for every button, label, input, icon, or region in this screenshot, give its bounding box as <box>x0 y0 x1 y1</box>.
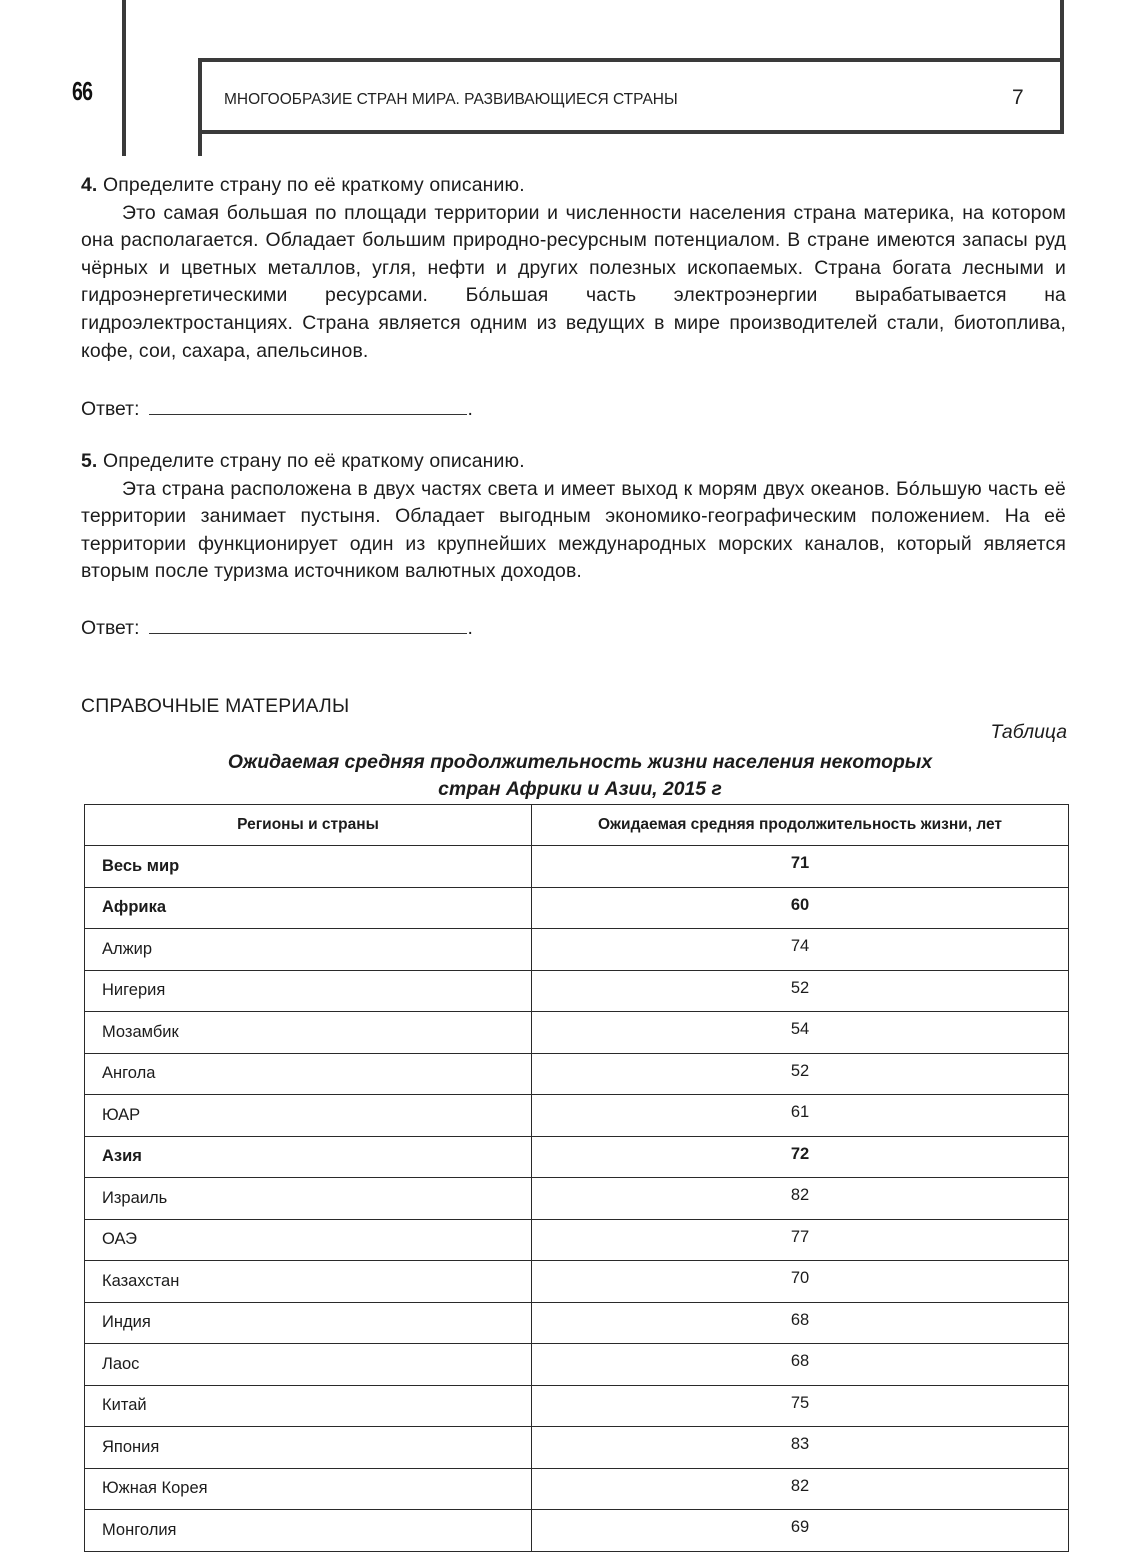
life-expectancy-value: 52 <box>532 1053 1069 1095</box>
answer-label: Ответ: <box>81 398 140 420</box>
task-4 <box>81 172 1066 365</box>
table-row <box>85 1136 1069 1178</box>
region-name: ЮАР <box>85 1095 532 1137</box>
region-name: Алжир <box>85 929 532 971</box>
table-row <box>85 929 1069 971</box>
life-expectancy-value: 72 <box>532 1136 1069 1178</box>
region-name: Ангола <box>85 1053 532 1095</box>
header-frame-left <box>198 58 202 156</box>
chapter-number: 7 <box>1012 86 1024 109</box>
life-expectancy-table <box>84 804 1069 1552</box>
life-expectancy-value: 82 <box>532 1468 1069 1510</box>
page-number: 66 <box>72 76 93 106</box>
table-row <box>85 1344 1069 1386</box>
region-name: Китай <box>85 1385 532 1427</box>
table-row <box>85 1178 1069 1220</box>
life-expectancy-value: 75 <box>532 1385 1069 1427</box>
life-expectancy-value: 68 <box>532 1344 1069 1386</box>
table-row <box>85 1427 1069 1469</box>
table-row <box>85 1053 1069 1095</box>
life-expectancy-value: 82 <box>532 1178 1069 1220</box>
table-label: Таблица <box>990 721 1067 743</box>
task-5 <box>81 448 1066 586</box>
life-expectancy-value: 77 <box>532 1219 1069 1261</box>
region-name: Лаос <box>85 1344 532 1386</box>
table-row <box>85 1219 1069 1261</box>
region-name: Южная Корея <box>85 1468 532 1510</box>
left-margin-rule <box>122 0 126 156</box>
table-header-row <box>85 805 1069 846</box>
table-row <box>85 970 1069 1012</box>
life-expectancy-value: 52 <box>532 970 1069 1012</box>
table-row <box>85 1261 1069 1303</box>
table-row <box>85 1012 1069 1054</box>
life-expectancy-value: 60 <box>532 887 1069 929</box>
life-expectancy-value: 70 <box>532 1261 1069 1303</box>
table-caption <box>100 749 1060 803</box>
life-expectancy-value: 69 <box>532 1510 1069 1552</box>
table-row <box>85 1302 1069 1344</box>
task-number: 4. <box>81 174 98 196</box>
table-row <box>85 887 1069 929</box>
life-expectancy-value: 71 <box>532 846 1069 888</box>
right-margin-rule <box>1060 0 1064 132</box>
life-expectancy-value: 83 <box>532 1427 1069 1469</box>
task-question <box>81 448 1066 476</box>
region-name: Япония <box>85 1427 532 1469</box>
region-name: Израиль <box>85 1178 532 1220</box>
region-name: Азия <box>85 1136 532 1178</box>
answer-label: Ответ: <box>81 617 140 639</box>
life-expectancy-value: 54 <box>532 1012 1069 1054</box>
task-description: Эта страна расположена в двух частях света и имеет выход к морям двух океанов. Бóльшую часть её территории занимает пустыня. Обладает выгодным экономико-географическим положением. На её территории функционирует один из крупнейших международных морских каналов, который является вторым после туризма источником валютных доходов. <box>81 477 1066 583</box>
table-row <box>85 1510 1069 1552</box>
region-name: Весь мир <box>85 846 532 888</box>
running-title: МНОГООБРАЗИЕ СТРАН МИРА. РАЗВИВАЮЩИЕСЯ СТРАНЫ <box>224 91 678 108</box>
column-header-region: Регионы и страны <box>85 805 532 846</box>
answer-field[interactable] <box>149 396 467 415</box>
task-number: 5. <box>81 450 98 472</box>
column-header-life-expectancy: Ожидаемая средняя продолжительность жизни, лет <box>532 805 1069 846</box>
answer-4: Ответ: . <box>81 398 473 420</box>
table-row <box>85 1385 1069 1427</box>
region-name: Монголия <box>85 1510 532 1552</box>
task-question <box>81 172 1066 200</box>
answer-field[interactable] <box>149 615 467 634</box>
header-frame-top <box>199 58 1064 62</box>
life-expectancy-value: 68 <box>532 1302 1069 1344</box>
life-expectancy-value: 61 <box>532 1095 1069 1137</box>
table-caption-line-2: стран Африки и Азии, 2015 г <box>438 778 722 800</box>
table-row <box>85 1095 1069 1137</box>
region-name: Африка <box>85 887 532 929</box>
header-frame-bottom <box>199 130 1064 134</box>
table-caption-line-1: Ожидаемая средняя продолжительность жизни населения некоторых <box>227 751 933 773</box>
region-name: Нигерия <box>85 970 532 1012</box>
task-question-text: Определите страну по её краткому описанию. <box>103 174 525 196</box>
section-title: СПРАВОЧНЫЕ МАТЕРИАЛЫ <box>81 695 350 717</box>
table-row <box>85 1468 1069 1510</box>
task-question-text: Определите страну по её краткому описанию. <box>103 450 525 472</box>
task-description: Это самая большая по площади территории и численности населения страна материка, на котором она располагается. Обладает большим природно-ресурсным потенциалом. В стране имеются запасы руд чёрных и цветных металлов, угля, нефти и других полезных ископаемых. Страна богата лесными и гидроэнергетическими ресурсами. Бóльшая часть электроэнергии вырабатывается на гидроэлектростанциях. Страна является одним из ведущих в мире производителей стали, биотоплива, кофе, сои, сахара, апельсинов. <box>81 201 1066 362</box>
region-name: ОАЭ <box>85 1219 532 1261</box>
life-expectancy-value: 74 <box>532 929 1069 971</box>
region-name: Индия <box>85 1302 532 1344</box>
answer-5: Ответ: . <box>81 617 473 639</box>
table-row <box>85 846 1069 888</box>
region-name: Мозамбик <box>85 1012 532 1054</box>
region-name: Казахстан <box>85 1261 532 1303</box>
